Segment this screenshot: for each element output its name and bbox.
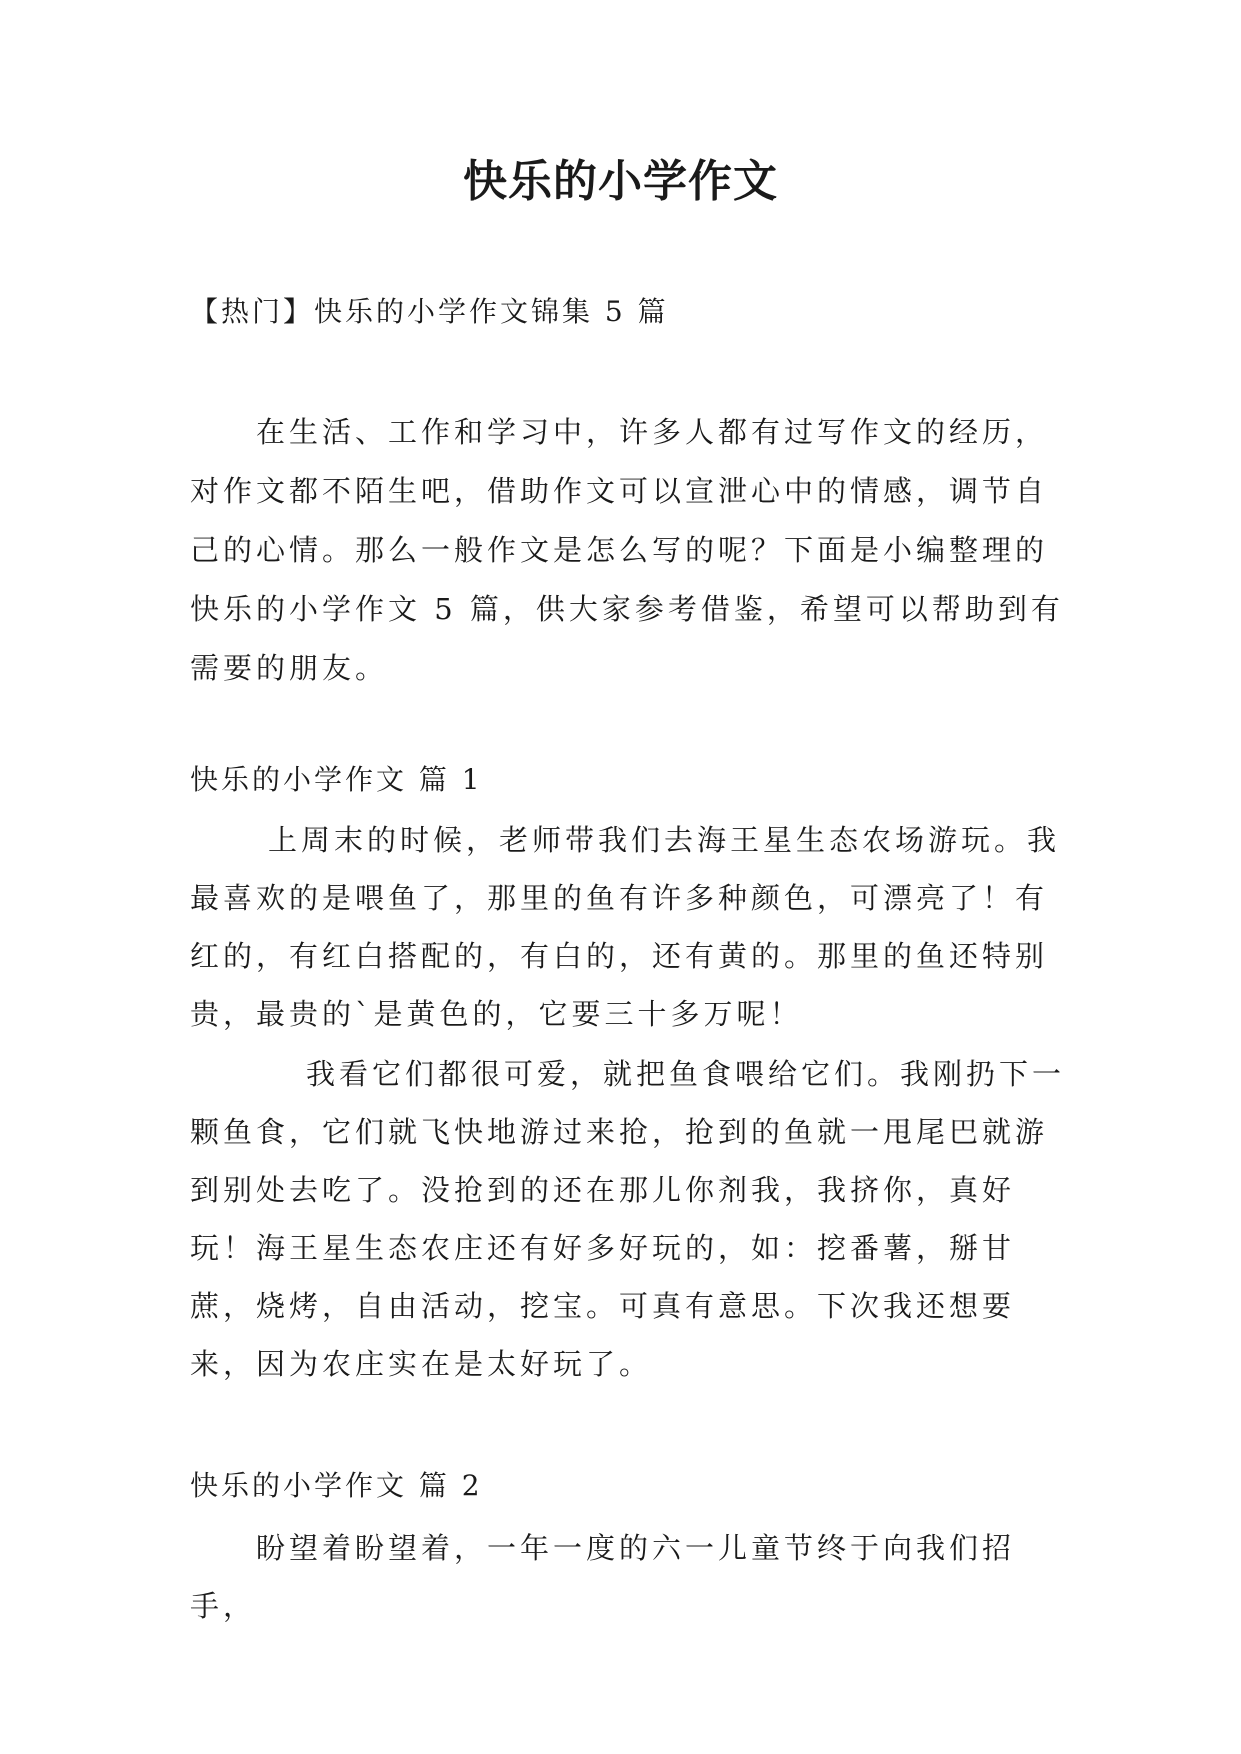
essay-1-paragraph-2: 我看它们都很可爱，就把鱼食喂给它们。我刚扔下一颗鱼食，它们就飞快地游过来抢，抢到的鱼就一甩尾巴就游到别处去吃了。没抢到的还在那儿你剂我，我挤你，真好玩！海王星生态农庄还有好多好玩的，如：挖番薯，掰甘蔗，烧烤，自由活动，挖宝。可真有意思。下次我还想要来，因为农庄实在是太好玩了。 [190,1057,1066,1381]
document-title: 快乐的小学作文 [463,156,778,207]
intro-paragraph: 在生活、工作和学习中，许多人都有过写作文的经历，对作文都不陌生吧，借助作文可以宣泄心中的情感，调节自己的心情。那么一般作文是怎么写的呢？下面是小编整理的快乐的小学作文 5 篇，供大家参考借鉴，希望可以帮助到有需要的朋友。 [190,415,1064,685]
essay-2-heading: 快乐的小学作文 篇 2 [190,1469,483,1502]
essay-1-paragraph-1: 上周末的时候，老师带我们去海王星生态农场游玩。我最喜欢的是喂鱼了，那里的鱼有许多种颜色，可漂亮了！有红的，有红白搭配的，有白的，还有黄的。那里的鱼还特别贵，最贵的`是黄色的，它要三十多万呢！ [190,823,1061,1031]
essay-1-heading: 快乐的小学作文 篇 1 [190,763,483,796]
document-subtitle: 【热门】快乐的小学作文锦集 5 篇 [190,295,669,328]
essay-2-paragraph-1: 盼望着盼望着，一年一度的六一儿童节终于向我们招手， [190,1531,1016,1623]
